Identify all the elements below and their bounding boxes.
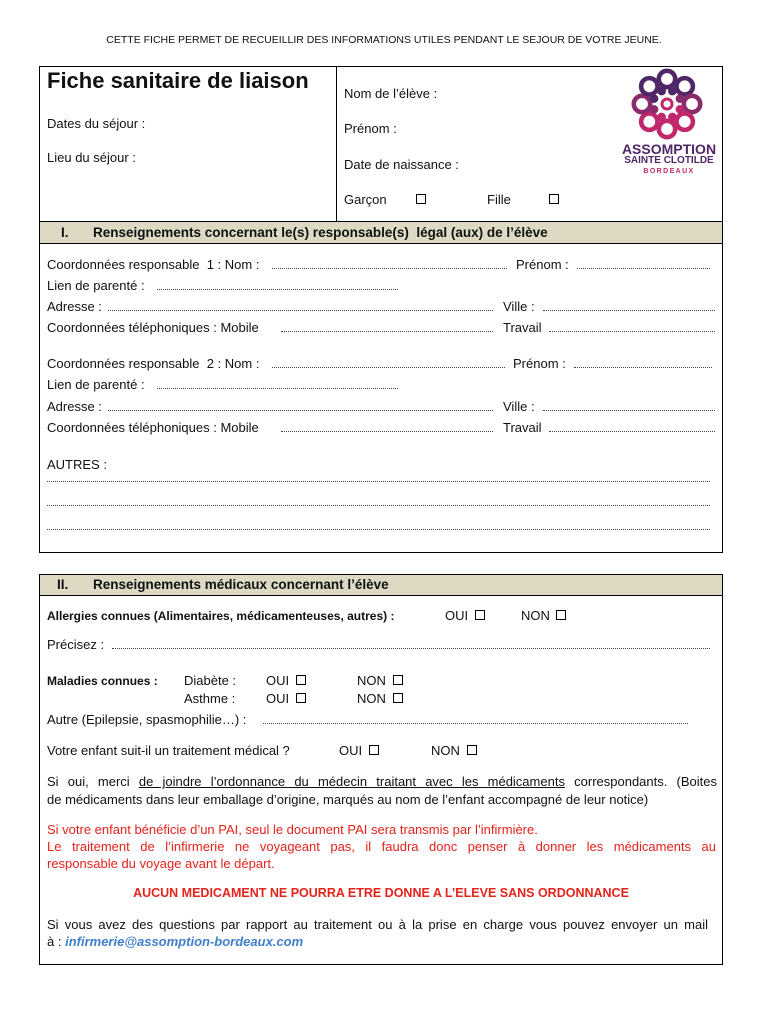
school-logo-flower-icon: [629, 68, 705, 140]
responsable1-travail-label: Travail: [503, 320, 542, 335]
responsable2-prenom-label: Prénom :: [513, 356, 566, 371]
contact-line-1: Si vous avez des questions par rapport au traitement ou à la prise en charge vous pouvez envoyer un mail: [47, 917, 708, 932]
responsable2-travail-label: Travail: [503, 420, 542, 435]
precisez-label: Précisez :: [47, 637, 105, 652]
allergies-non-checkbox[interactable]: [556, 610, 566, 620]
responsable2-adresse-label: Adresse :: [47, 399, 102, 414]
dates-sejour-label: Dates du séjour :: [47, 116, 146, 131]
logo-line-sainte-clotilde: SAINTE CLOTILDE: [624, 155, 714, 166]
responsable2-ville-label: Ville :: [503, 399, 535, 414]
asthme-non-label: NON: [357, 691, 386, 706]
responsable1-nom-field[interactable]: [272, 268, 507, 269]
pai-notice: Si votre enfant bénéficie d’un PAI, seul le document PAI sera transmis par l’infirmière.: [47, 822, 538, 837]
fille-label: Fille: [487, 192, 511, 207]
diabete-oui-checkbox[interactable]: [296, 675, 306, 685]
responsable2-adresse-field[interactable]: [108, 410, 493, 411]
responsable1-nom-label: Coordonnées responsable 1 : Nom :: [47, 257, 260, 272]
responsable1-mobile-field[interactable]: [281, 331, 493, 332]
logo-center: [662, 99, 672, 109]
maladies-label: Maladies connues :: [47, 674, 158, 688]
traitement-non-checkbox[interactable]: [467, 745, 477, 755]
diabete-non-checkbox[interactable]: [393, 675, 403, 685]
allergies-label: Allergies connues (Alimentaires, médicamenteuses, autres) :: [47, 609, 395, 623]
logo-outer-petal: [676, 113, 692, 129]
traitement-oui-label: OUI: [339, 743, 363, 758]
allergies-oui-checkbox[interactable]: [475, 610, 485, 620]
responsable1-prenom-label: Prénom :: [516, 257, 569, 272]
ordonnance-part2: correspondants. (Boites: [564, 774, 717, 789]
garcon-label: Garçon: [344, 192, 387, 207]
logo-line-bordeaux: BORDEAUX: [643, 168, 695, 175]
responsable1-adresse-label: Adresse :: [47, 299, 102, 314]
responsable2-travail-field[interactable]: [549, 431, 715, 432]
responsable2-nom-label: Coordonnées responsable 2 : Nom :: [47, 356, 260, 371]
asthme-oui-checkbox[interactable]: [296, 693, 306, 703]
diabete-label: Diabète :: [184, 673, 237, 688]
identity-divider: [336, 66, 337, 222]
traitement-question: Votre enfant suit-il un traitement médical ?: [47, 743, 290, 758]
infirmerie-email-link[interactable]: infirmerie@assomption-bordeaux.com: [65, 934, 304, 949]
diabete-non-label: NON: [357, 673, 386, 688]
prenom-eleve-label: Prénom :: [344, 121, 397, 136]
asthme-oui-label: OUI: [266, 691, 290, 706]
responsable1-lien-field[interactable]: [157, 289, 398, 290]
logo-outer-petal: [641, 113, 657, 129]
responsable2-nom-field[interactable]: [272, 367, 505, 368]
contact-prefix: à :: [47, 934, 66, 949]
contact-line-2: [47, 933, 303, 950]
logo-outer-petal: [684, 96, 700, 112]
ordonnance-underlined: de joindre l’ordonnance du médecin traitant avec les médicaments: [138, 774, 565, 789]
autres-field-line[interactable]: [47, 529, 710, 530]
responsable2-lien-field[interactable]: [157, 388, 398, 389]
logo-outer-petal: [634, 96, 650, 112]
responsable2-mobile-field[interactable]: [281, 431, 493, 432]
logo-outer-petal: [676, 78, 692, 94]
infirmerie-notice-line-1: Le traitement de l’infirmerie ne voyageant pas, il faudra donc penser à donner les médicaments au: [47, 839, 716, 854]
diabete-oui-label: OUI: [266, 673, 290, 688]
responsable2-prenom-field[interactable]: [574, 367, 712, 368]
logo-inner-petal: [668, 87, 677, 96]
responsable2-ville-field[interactable]: [543, 410, 715, 411]
logo-inner-petal: [676, 94, 685, 103]
responsable2-lien-label: Lien de parenté :: [47, 377, 145, 392]
autres-label: AUTRES :: [47, 457, 107, 472]
garcon-checkbox[interactable]: [416, 194, 426, 204]
precisez-field[interactable]: [112, 648, 710, 649]
logo-outer-petal: [641, 78, 657, 94]
page-title: Fiche sanitaire de liaison: [47, 68, 309, 93]
ordonnance-part1: Si oui, merci: [47, 774, 139, 789]
logo-outer-petal: [659, 121, 675, 137]
header-notice: CETTE FICHE PERMET DE RECUEILLIR DES INFORMATIONS UTILES PENDANT LE SEJOUR DE VOTRE JEUNE.: [106, 34, 662, 46]
responsable1-adresse-field[interactable]: [108, 310, 493, 311]
responsable2-tel-label: Coordonnées téléphoniques : Mobile: [47, 420, 259, 435]
responsable1-prenom-field[interactable]: [577, 268, 710, 269]
ordonnance-line-1: [47, 773, 717, 790]
traitement-oui-checkbox[interactable]: [369, 745, 379, 755]
autres-field-line[interactable]: [47, 481, 710, 482]
logo-line-assomption: ASSOMPTION: [621, 141, 717, 157]
logo-inner-petal: [676, 105, 685, 114]
logo-inner-petal: [650, 94, 659, 103]
warning-no-prescription: AUCUN MEDICAMENT NE POURRA ETRE DONNE A L’ELEVE SANS ORDONNANCE: [133, 886, 629, 900]
ordonnance-line-2: de médicaments dans leur emballage d’origine, marqués au nom de l’enfant accompagné de leur notice): [47, 792, 649, 807]
allergies-non-label: NON: [521, 608, 550, 623]
autre-maladie-field[interactable]: [263, 723, 688, 724]
autres-field-line[interactable]: [47, 505, 710, 506]
fille-checkbox[interactable]: [549, 194, 559, 204]
responsable1-lien-label: Lien de parenté :: [47, 278, 145, 293]
nom-eleve-label: Nom de l’élève :: [344, 86, 438, 101]
logo-inner-petal: [657, 87, 666, 96]
section1-number: I.: [61, 225, 69, 240]
allergies-oui-label: OUI: [445, 608, 469, 623]
infirmerie-notice-line-2: responsable du voyage avant le départ.: [47, 856, 275, 871]
asthme-non-checkbox[interactable]: [393, 693, 403, 703]
responsable1-tel-label: Coordonnées téléphoniques : Mobile: [47, 320, 259, 335]
responsable1-ville-field[interactable]: [543, 310, 715, 311]
responsable1-travail-field[interactable]: [549, 331, 715, 332]
lieu-sejour-label: Lieu du séjour :: [47, 150, 136, 165]
section1-title: Renseignements concernant le(s) responsable(s) légal (aux) de l’élève: [93, 225, 548, 240]
logo-inner-petal: [657, 113, 666, 122]
date-naissance-label: Date de naissance :: [344, 157, 459, 172]
section2-number: II.: [57, 577, 69, 592]
traitement-non-label: NON: [431, 743, 460, 758]
section2-title: Renseignements médicaux concernant l’élève: [93, 577, 389, 592]
autre-maladie-label: Autre (Epilepsie, spasmophilie…) :: [47, 712, 247, 727]
responsable1-ville-label: Ville :: [503, 299, 535, 314]
logo-outer-petal: [659, 71, 675, 87]
logo-inner-petal: [668, 113, 677, 122]
asthme-label: Asthme :: [184, 691, 236, 706]
logo-inner-petal: [650, 105, 659, 114]
